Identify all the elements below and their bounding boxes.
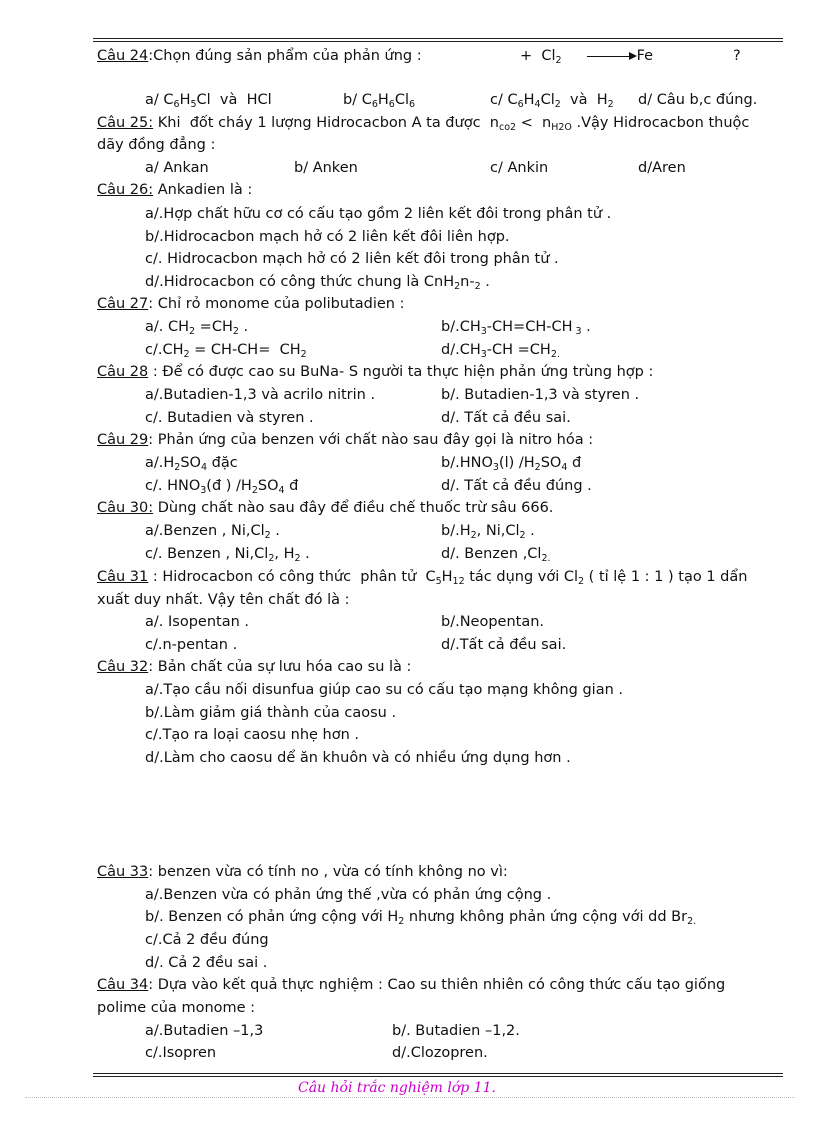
option-25-d: d/Aren: [638, 160, 686, 176]
option-29-a: $a/.H_2SO_4$ đặc: [145, 455, 238, 473]
option-31-b: b/.Neopentan.: [441, 614, 545, 630]
option-33-a: a/.Benzen vừa có phản ứng thế ,vừa có phản ứng cộng .: [145, 887, 552, 903]
question-25-cont: dãy đồng đẳng :: [97, 137, 216, 153]
question-30: Câu 30: Dùng chất nào sau đây để điều chế thuốc trừ sâu 666.: [97, 500, 554, 516]
option-34-a: a/.Butadien –1,3: [145, 1023, 264, 1039]
option-34-c: c/.Isopren: [145, 1045, 217, 1061]
option-28-d: d/. Tất cả đều sai.: [441, 410, 571, 426]
option-34-d: d/.Clozopren.: [392, 1045, 488, 1061]
option-30-b: $b/.H_2$, $Ni,Cl_2$ .: [441, 523, 535, 541]
option-24-c: c/ $C_6H_4Cl_2$ và $H_2$: [490, 92, 614, 110]
question-31: Câu 31 : Hidrocacbon có công thức phân tử $C_5H_{12}$ tác dụng với $Cl_2$ ( tỉ lệ 1 : 1 ) tạo 1 dẩn: [97, 569, 748, 587]
question-24: Câu 24:Chọn đúng sản phẩm của phản ứng :: [97, 48, 422, 64]
option-24-a: a/ $C_6H_5Cl$ và HCl: [145, 92, 272, 110]
option-25-c: c/ Ankin: [490, 160, 549, 176]
option-28-b: b/. Butadien-1,3 và styren .: [441, 387, 640, 403]
option-29-d: d/. Tất cả đều đúng .: [441, 478, 592, 494]
option-32-a: a/.Tạo cầu nối disunfua giúp cao su có cấu tạo mạng không gian .: [145, 682, 624, 698]
option-27-b: $b/.CH_3-CH=CH-CH$ $_3$ .: [441, 319, 591, 337]
option-33-c: c/.Cả 2 đều đúng: [145, 932, 269, 948]
option-27-d: $d/.CH_3-CH =CH_{2.}$: [441, 342, 560, 360]
question-mark: ?: [733, 48, 741, 64]
option-26-b: b/.Hidrocacbon mạch hở có 2 liên kết đôi liên hợp.: [145, 229, 510, 245]
option-28-c: c/. Butadien và styren .: [145, 410, 314, 426]
option-25-a: a/ Ankan: [145, 160, 209, 176]
arrow-icon: [587, 56, 635, 57]
option-32-d: d/.Làm cho caosu dể ăn khuôn và có nhiều ứng dụng hơn .: [145, 750, 571, 766]
footer-title: Câu hỏi trắc nghiệm lớp 11.: [298, 1080, 496, 1096]
page-edge-dots: [25, 1097, 795, 1098]
top-rule-2: [93, 41, 783, 42]
option-30-c: c/. Benzen , $Ni,Cl_2$, $H_2$ .: [145, 546, 310, 564]
question-32: Câu 32: Bản chất của sự lưu hóa cao su là :: [97, 659, 412, 675]
option-27-a: a/. $CH_2 =CH_2$ .: [145, 319, 249, 337]
option-31-d: d/.Tất cả đều sai.: [441, 637, 567, 653]
option-30-a: a/.Benzen , $Ni,Cl_2$ .: [145, 523, 280, 541]
option-28-a: a/.Butadien-1,3 và acrilo nitrin .: [145, 387, 376, 403]
option-24-b: b/ $C_6H_6Cl_6$: [343, 92, 416, 110]
option-29-b: $b/.HNO_3(l)$ $/H_2SO_4$ đ: [441, 455, 582, 473]
option-32-c: c/.Tạo ra loại caosu nhẹ hơn .: [145, 727, 360, 743]
question-34-cont: polime của monome :: [97, 1000, 256, 1016]
question-34: Câu 34: Dựa vào kết quả thực nghiệm : Cao su thiên nhiên có công thức cấu tạo giống: [97, 977, 726, 993]
question-25: Câu 25: Khi đốt cháy 1 lượng Hidrocacbon A ta được $n_{co2} < n_{H2O}$ .Vậy Hidrocacbon thuộc: [97, 115, 750, 133]
option-30-d: d/. Benzen $,Cl_{2.}$: [441, 546, 551, 564]
question-31-cont: xuất duy nhất. Vậy tên chất đó là :: [97, 592, 350, 608]
option-33-d: d/. Cả 2 đều sai .: [145, 955, 268, 971]
option-26-a: a/.Hợp chất hữu cơ có cấu tạo gồm 2 liên kết đôi trong phân tử .: [145, 206, 612, 222]
question-29: Câu 29: Phản ứng của benzen với chất nào sau đây gọi là nitro hóa :: [97, 432, 594, 448]
option-24-d: d/ Câu b,c đúng.: [638, 92, 758, 108]
option-26-d: d/.Hidrocacbon có công thức chung là $CnH_2n-_2$ .: [145, 274, 490, 292]
option-31-a: a/. Isopentan .: [145, 614, 249, 630]
option-29-c: c/. $HNO_3(đ$ ) $/H_2SO_4$ đ: [145, 478, 299, 496]
question-27: Câu 27: Chỉ rỏ monome của polibutadien :: [97, 296, 405, 312]
question-28: Câu 28 : Để có được cao su BuNa- S người ta thực hiện phản ứng trùng hợp :: [97, 364, 654, 380]
option-33-b: b/. Benzen có phản ứng cộng với $H_2$ nhưng không phản ứng cộng với dd $Br_{2.}$: [145, 909, 697, 927]
top-rule: [93, 38, 783, 39]
option-31-c: c/.n-pentan .: [145, 637, 238, 653]
question-33: Câu 33: benzen vừa có tính no , vừa có tính không no vì:: [97, 864, 508, 880]
option-25-b: b/ Anken: [294, 160, 358, 176]
option-27-c: $c/.CH_2 = CH-CH= CH_2$: [145, 342, 307, 360]
option-26-c: c/. Hidrocacbon mạch hở có 2 liên kết đôi trong phân tử .: [145, 251, 559, 267]
option-32-b: b/.Làm giảm giá thành của caosu .: [145, 705, 397, 721]
bottom-rule: [93, 1073, 783, 1074]
option-34-b: b/. Butadien –1,2.: [392, 1023, 520, 1039]
reaction-equation: + $Cl_2$ Fe: [520, 48, 654, 66]
bottom-rule-2: [93, 1076, 783, 1077]
question-26: Câu 26: Ankadien là :: [97, 182, 253, 198]
